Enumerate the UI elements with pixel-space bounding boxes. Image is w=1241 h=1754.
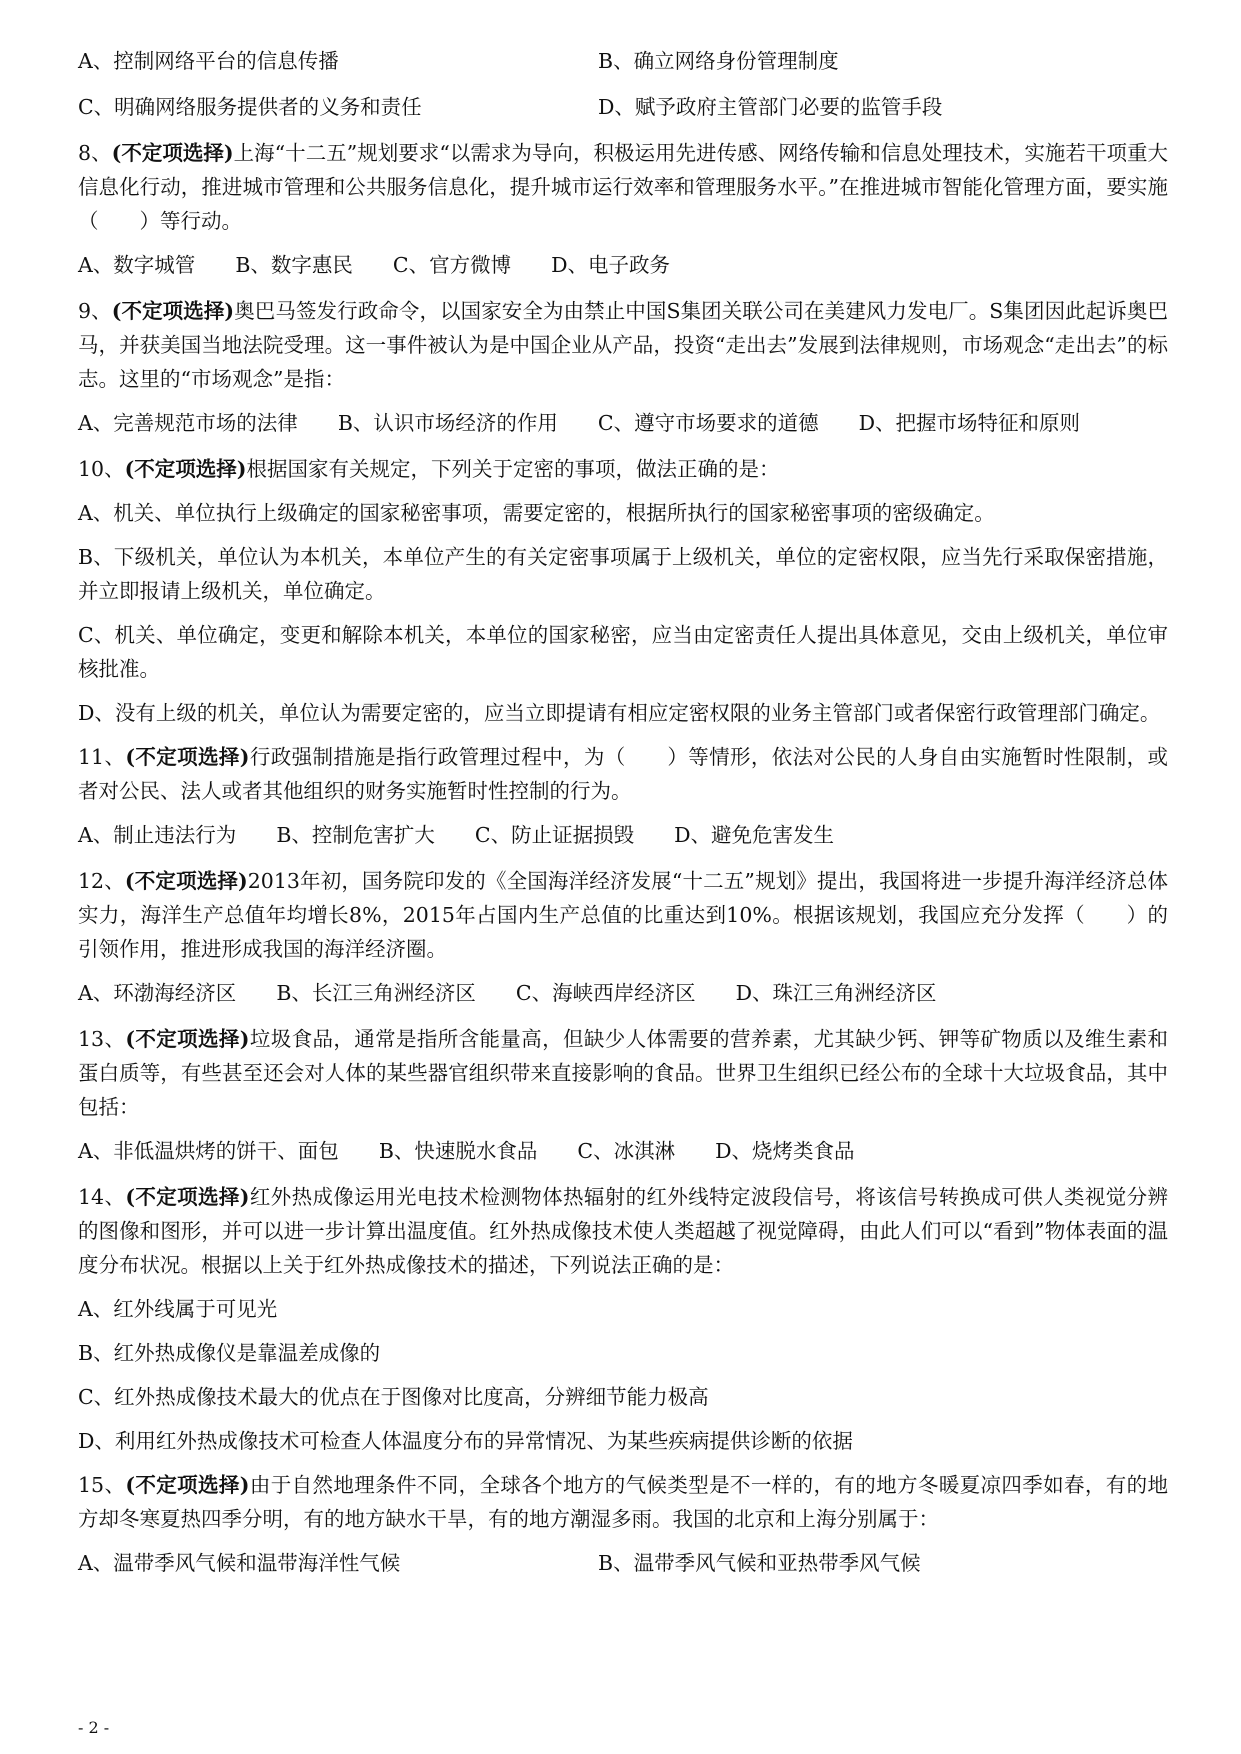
q12-option-b: B、长江三角洲经济区 bbox=[276, 981, 476, 1005]
q7-option-d: D、赋予政府主管部门必要的监管手段 bbox=[598, 95, 943, 119]
q15-option-b: B、温带季风气候和亚热带季风气候 bbox=[598, 1551, 921, 1575]
q9-option-d: D、把握市场特征和原则 bbox=[858, 411, 1081, 435]
question-text: 红外热成像运用光电技术检测物体热辐射的红外线特定波段信号，将该信号转换成可供人类视觉分辨的图像和图形，并可以进一步计算出温度值。红外热成像技术使人类超越了视觉障碍，由此人们可以“看到”物体表面的温度分布状况。根据以上关于红外热成像技术的描述，下列说法正确的是： bbox=[78, 1185, 1168, 1277]
question-text: 根据国家有关规定，下列关于定密的事项，做法正确的是： bbox=[246, 457, 780, 481]
q7-options-row-1 bbox=[78, 44, 1168, 78]
q12-option-d: D、珠江三角洲经济区 bbox=[735, 981, 937, 1005]
question-number: 14、 bbox=[78, 1185, 126, 1209]
question-14 bbox=[78, 1180, 1168, 1282]
q14-option-c: C、红外热成像技术最大的优点在于图像对比度高，分辨细节能力极高 bbox=[78, 1385, 709, 1409]
q10-option-d: D、没有上级的机关，单位认为需要定密的，应当立即提请有相应定密权限的业务主管部门或者保密行政管理部门确定。 bbox=[78, 701, 1161, 725]
question-text: 2013年初，国务院印发的《全国海洋经济发展“十二五”规划》提出，我国将进一步提升海洋经济总体实力，海洋生产总值年均增长8%，2015年占国内生产总值的比重达到10%。根据该规划，我国应充分发挥（ ）的引领作用，推进形成我国的海洋经济圈。 bbox=[78, 869, 1168, 961]
question-12 bbox=[78, 864, 1168, 966]
question-number: 13、 bbox=[78, 1027, 126, 1051]
q7-option-b: B、确立网络身份管理制度 bbox=[598, 49, 839, 73]
question-text: 由于自然地理条件不同，全球各个地方的气候类型是不一样的，有的地方冬暖夏凉四季如春，有的地方却冬寒夏热四季分明，有的地方缺水干旱，有的地方潮湿多雨。我国的北京和上海分别属于： bbox=[78, 1473, 1168, 1531]
question-number: 11、 bbox=[78, 745, 126, 769]
page-number: - 2 - bbox=[78, 1718, 110, 1737]
question-11 bbox=[78, 740, 1168, 808]
q12-options bbox=[78, 976, 1168, 1010]
q13-option-b: B、快速脱水食品 bbox=[378, 1139, 538, 1163]
q13-option-a: A、非低温烘烤的饼干、面包 bbox=[78, 1139, 339, 1163]
q15-options-row bbox=[78, 1546, 1168, 1580]
q13-option-d: D、烧烤类食品 bbox=[715, 1139, 855, 1163]
q7-option-c: C、明确网络服务提供者的义务和责任 bbox=[78, 95, 422, 119]
q10-option-b: B、下级机关，单位认为本机关，本单位产生的有关定密事项属于上级机关，单位的定密权限，应当先行采取保密措施，并立即报请上级机关，单位确定。 bbox=[78, 545, 1168, 603]
question-type-tag: (不定项选择) bbox=[125, 745, 250, 769]
question-type-tag: (不定项选择) bbox=[125, 1185, 250, 1209]
q14-option-b: B、红外热成像仪是靠温差成像的 bbox=[78, 1341, 381, 1365]
q9-option-c: C、遵守市场要求的道德 bbox=[597, 411, 819, 435]
question-number: 9、 bbox=[78, 299, 112, 323]
question-type-tag: (不定项选择) bbox=[124, 457, 247, 481]
q11-option-a: A、制止违法行为 bbox=[78, 823, 237, 847]
question-type-tag: (不定项选择) bbox=[125, 1473, 250, 1497]
q8-options bbox=[78, 248, 1168, 282]
question-type-tag: (不定项选择) bbox=[124, 869, 248, 893]
q12-option-c: C、海峡西岸经济区 bbox=[515, 981, 696, 1005]
q10-option-a: A、机关、单位执行上级确定的国家秘密事项，需要定密的，根据所执行的国家秘密事项的密级确定。 bbox=[78, 501, 995, 525]
q8-option-d: D、电子政务 bbox=[551, 253, 671, 277]
question-number: 15、 bbox=[78, 1473, 126, 1497]
question-text: 奥巴马签发行政命令，以国家安全为由禁止中国S集团关联公司在美建风力发电厂。S集团因此起诉奥巴马，并获美国当地法院受理。这一事件被认为是中国企业从产品，投资“走出去”发展到法律规则，市场观念“走出去”的标志。这里的“市场观念”是指： bbox=[78, 299, 1169, 391]
question-text: 上海“十二五”规划要求“以需求为导向，积极运用先进传感、网络传输和信息处理技术，实施若干项重大信息化行动，推进城市管理和公共服务信息化，提升城市运行效率和管理服务水平。”在推进城市智能化管理方面，要实施（ ）等行动。 bbox=[78, 141, 1168, 233]
question-10 bbox=[78, 452, 1168, 486]
q7-options-row-2 bbox=[78, 90, 1168, 124]
question-type-tag: (不定项选择) bbox=[111, 299, 235, 323]
question-type-tag: (不定项选择) bbox=[125, 1027, 250, 1051]
q8-option-b: B、数字惠民 bbox=[235, 253, 353, 277]
q13-option-c: C、冰淇淋 bbox=[577, 1139, 676, 1163]
q11-option-c: C、防止证据损毁 bbox=[474, 823, 635, 847]
question-type-tag: (不定项选择) bbox=[111, 141, 234, 165]
q11-option-b: B、控制危害扩大 bbox=[276, 823, 435, 847]
q12-option-a: A、环渤海经济区 bbox=[78, 981, 237, 1005]
q8-option-c: C、官方微博 bbox=[392, 253, 512, 277]
q10-option-c: C、机关、单位确定，变更和解除本机关，本单位的国家秘密，应当由定密责任人提出具体意见，交由上级机关，单位审核批准。 bbox=[78, 623, 1168, 681]
q14-option-d: D、利用红外热成像技术可检查人体温度分布的异常情况、为某些疾病提供诊断的依据 bbox=[78, 1429, 853, 1453]
question-number: 10、 bbox=[78, 457, 125, 481]
q13-options bbox=[78, 1134, 1168, 1168]
question-text: 垃圾食品，通常是指所含能量高，但缺少人体需要的营养素，尤其缺少钙、钾等矿物质以及维生素和蛋白质等，有些甚至还会对人体的某些器官组织带来直接影响的食品。世界卫生组织已经公布的全球十大垃圾食品，其中包括： bbox=[78, 1027, 1168, 1119]
q9-option-a: A、完善规范市场的法律 bbox=[78, 411, 298, 435]
question-15 bbox=[78, 1468, 1168, 1536]
question-13 bbox=[78, 1022, 1168, 1124]
document-page bbox=[78, 44, 1168, 1592]
q8-option-a: A、数字城管 bbox=[78, 253, 196, 277]
question-number: 12、 bbox=[78, 869, 125, 893]
question-9 bbox=[78, 294, 1168, 396]
q11-options bbox=[78, 818, 1168, 852]
q15-option-a: A、温带季风气候和温带海洋性气候 bbox=[78, 1551, 401, 1575]
question-8 bbox=[78, 136, 1168, 238]
question-number: 8、 bbox=[78, 141, 112, 165]
q9-options bbox=[78, 406, 1168, 440]
q14-option-a: A、红外线属于可见光 bbox=[78, 1297, 278, 1321]
question-text: 行政强制措施是指行政管理过程中，为（ ）等情形，依法对公民的人身自由实施暂时性限制，或者对公民、法人或者其他组织的财务实施暂时性控制的行为。 bbox=[78, 745, 1168, 803]
q7-option-a: A、控制网络平台的信息传播 bbox=[78, 49, 339, 73]
q11-option-d: D、避免危害发生 bbox=[674, 823, 835, 847]
q9-option-b: B、认识市场经济的作用 bbox=[337, 411, 558, 435]
